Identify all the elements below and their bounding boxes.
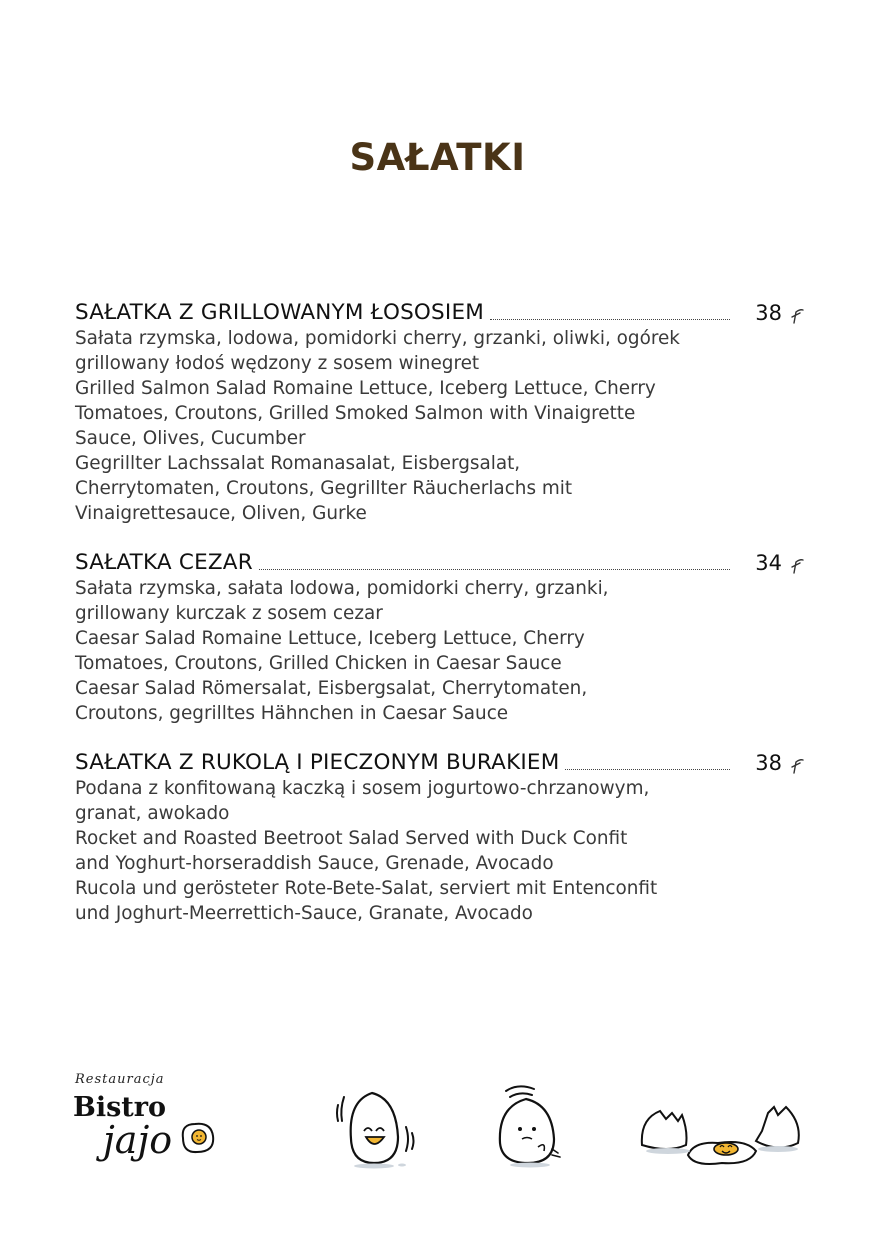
description-line: granat, awokado: [75, 803, 230, 824]
description-line: Caesar Salad Römersalat, Eisbergsalat, Cherrytomaten,: [75, 678, 588, 699]
description-line: Croutons, gegrilltes Hähnchen in Caesar Sauce: [75, 703, 509, 724]
logo-tagline: Restauracja: [75, 1072, 165, 1087]
menu-item-price: 38: [755, 751, 782, 775]
egg-thinking-icon: [494, 1083, 566, 1169]
description-line: Caesar Salad Romaine Lettuce, Iceberg Lettuce, Cherry: [75, 628, 585, 649]
menu-item-name: SAŁATKA Z GRILLOWANYM ŁOSOSIEM: [75, 300, 484, 325]
menu-item-price: 34: [755, 551, 782, 575]
menu-item: [75, 746, 805, 926]
menu-item-name: SAŁATKA CEZAR: [75, 550, 253, 575]
zloty-currency-icon: [791, 756, 805, 774]
egg-bouncing-icon: [332, 1087, 418, 1169]
menu-item-name: SAŁATKA Z RUKOLĄ I PIECZONYM BURAKIEM: [75, 750, 560, 775]
description-line: Podana z konfitowaną kaczką i sosem jogurtowo-chrzanowym,: [75, 778, 650, 799]
menu-item-description: [75, 776, 805, 926]
logo-name: Bistro: [73, 1092, 166, 1123]
menu-item-header: [75, 296, 805, 326]
logo-script: jajo: [103, 1118, 173, 1162]
zloty-currency-icon: [791, 306, 805, 324]
menu-item-header: [75, 546, 805, 576]
dot-leader: [565, 768, 730, 770]
description-line: Gegrillter Lachssalat Romanasalat, Eisbergsalat,: [75, 453, 521, 474]
description-line: und Joghurt-Meerrettich-Sauce, Granate, Avocado: [75, 903, 533, 924]
zloty-currency-icon: [791, 556, 805, 574]
menu-item-description: [75, 326, 805, 526]
description-line: and Yoghurt-horseraddish Sauce, Grenade, Avocado: [75, 853, 554, 874]
description-line: Sałata rzymska, sałata lodowa, pomidorki cherry, grzanki,: [75, 578, 609, 599]
description-line: Sałata rzymska, lodowa, pomidorki cherry, grzanki, oliwki, ogórek: [75, 328, 680, 349]
page-title: SAŁATKI: [349, 136, 526, 179]
menu-item: [75, 296, 805, 526]
description-line: Rucola und gerösteter Rote-Bete-Salat, serviert mit Entenconfit: [75, 878, 658, 899]
footer: [0, 1065, 875, 1185]
description-line: Tomatoes, Croutons, Grilled Chicken in Caesar Sauce: [75, 653, 562, 674]
description-line: Cherrytomaten, Croutons, Gegrillter Räucherlachs mit: [75, 478, 573, 499]
description-line: Sauce, Olives, Cucumber: [75, 428, 306, 449]
description-line: grillowany kurczak z sosem cezar: [75, 603, 383, 624]
fried-egg-icon: [177, 1120, 217, 1156]
menu-item: [75, 546, 805, 726]
menu-item-header: [75, 746, 805, 776]
description-line: Tomatoes, Croutons, Grilled Smoked Salmon with Vinaigrette: [75, 403, 636, 424]
restaurant-logo: [73, 1070, 223, 1175]
description-line: grillowany łodoś wędzony z sosem winegret: [75, 353, 480, 374]
menu-item-price: 38: [755, 301, 782, 325]
cracked-egg-icon: [638, 1101, 804, 1171]
description-line: Vinaigrettesauce, Oliven, Gurke: [75, 503, 367, 524]
menu-item-description: [75, 576, 805, 726]
dot-leader: [490, 318, 730, 320]
description-line: Rocket and Roasted Beetroot Salad Served with Duck Confit: [75, 828, 628, 849]
description-line: Grilled Salmon Salad Romaine Lettuce, Iceberg Lettuce, Cherry: [75, 378, 656, 399]
dot-leader: [259, 568, 730, 570]
